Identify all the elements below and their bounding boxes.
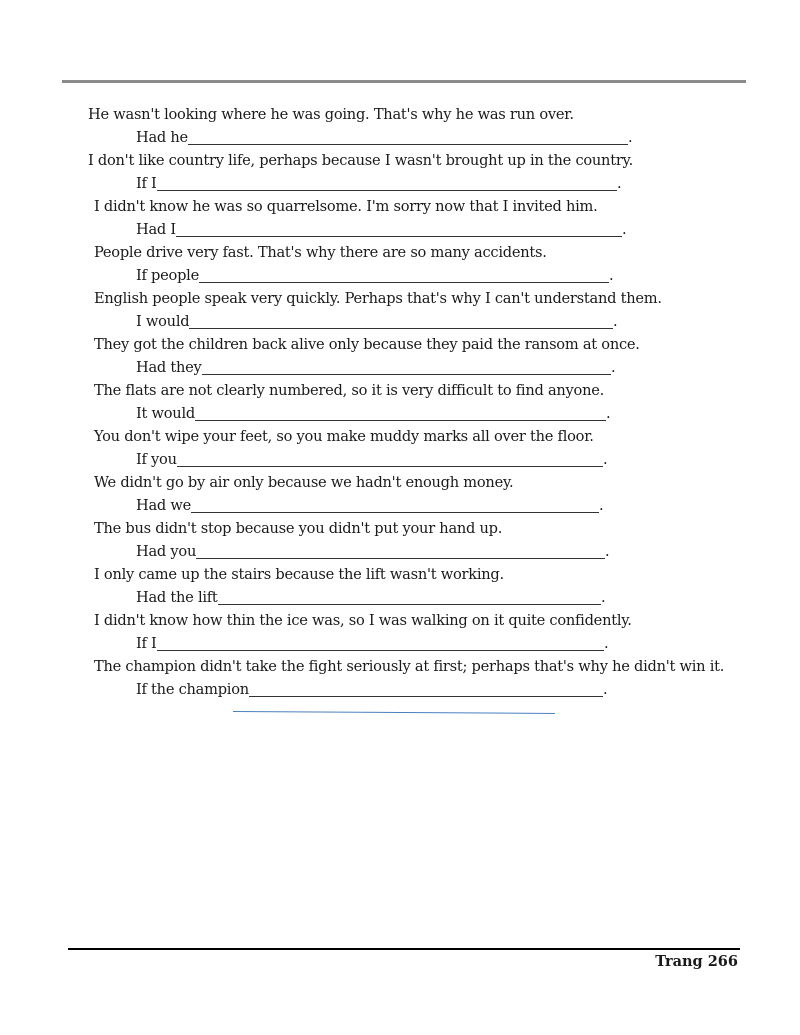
answer-blank[interactable] [157,634,604,651]
exercise-item [0,379,800,425]
answer-line [0,310,800,333]
answer-prompt: If I [136,175,157,192]
answer-blank[interactable] [218,588,601,605]
header-rule [62,80,746,83]
exercise-sentence: The flats are not clearly numbered, so it is very difficult to find anyone. [94,382,605,399]
answer-prompt: Had he [136,129,188,146]
line-end-period: . [599,497,604,514]
exercise-item [0,241,800,287]
answer-blank[interactable] [189,312,613,329]
exercise-sentence: You don't wipe your feet, so you make muddy marks all over the floor. [94,428,594,445]
answer-blank[interactable] [188,128,628,145]
answer-prompt: Had you [136,543,197,560]
answer-blank[interactable] [195,404,606,421]
exercise-item [0,609,800,655]
exercise-sentence: The champion didn't take the fight seriously at first; perhaps that's why he didn't win it. [94,658,725,675]
exercise-item [0,563,800,609]
exercise-item [0,333,800,379]
answer-blank[interactable] [177,450,603,467]
exercise-sentence: People drive very fast. That's why there are so many accidents. [94,244,547,261]
page-number: Trang 266 [655,953,738,970]
exercise-sentence: I didn't know he was so quarrelsome. I'm sorry now that I invited him. [94,198,598,215]
answer-line [0,356,800,379]
line-end-period: . [622,221,627,238]
answer-line [0,172,800,195]
answer-line [0,540,800,563]
exercise-item [0,195,800,241]
line-end-period: . [606,405,611,422]
exercise-item [0,103,800,149]
answer-line [0,126,800,149]
line-end-period: . [628,129,633,146]
line-end-period: . [609,267,614,284]
line-end-period: . [604,635,609,652]
answer-prompt: I would [136,313,190,330]
answer-blank[interactable] [202,358,611,375]
line-end-period: . [603,451,608,468]
exercise-sentence: I didn't know how thin the ice was, so I was walking on it quite confidently. [94,612,632,629]
line-end-period: . [605,543,610,560]
answer-prompt: If people [136,267,199,284]
exercise-item [0,517,800,563]
answer-line [0,632,800,655]
line-end-period: . [603,681,608,698]
answer-line [0,402,800,425]
answer-blank[interactable] [191,496,599,513]
answer-prompt: Had I [136,221,176,238]
exercise-item [0,287,800,333]
exercise-sentence: I don't like country life, perhaps because I wasn't brought up in the country. [88,152,633,169]
line-end-period: . [611,359,616,376]
footer-rule [68,948,740,950]
exercise-item [0,425,800,471]
answer-prompt: It would [136,405,195,422]
answer-prompt: If you [136,451,177,468]
exercise-sentence: I only came up the stairs because the lift wasn't working. [94,566,504,583]
answer-line [0,586,800,609]
line-end-period: . [613,313,618,330]
exercise-sentence: We didn't go by air only because we hadn't enough money. [94,474,514,491]
exercise-sentence: He wasn't looking where he was going. That's why he was run over. [88,106,574,123]
exercise-sentence: The bus didn't stop because you didn't put your hand up. [94,520,503,537]
answer-blank[interactable] [199,266,609,283]
answer-line [0,678,800,701]
answer-blank[interactable] [157,174,617,191]
answer-line [0,448,800,471]
answer-line [0,494,800,517]
exercise-list [0,103,800,701]
answer-line [0,218,800,241]
exercise-sentence: They got the children back alive only because they paid the ransom at once. [94,336,640,353]
answer-blank[interactable] [176,220,622,237]
answer-prompt: If the champion [136,681,249,698]
answer-prompt: Had the lift [136,589,218,606]
exercise-sentence: English people speak very quickly. Perhaps that's why I can't understand them. [94,290,662,307]
line-end-period: . [617,175,622,192]
answer-blank[interactable] [196,542,605,559]
answer-prompt: Had we [136,497,192,514]
exercise-item [0,471,800,517]
answer-prompt: Had they [136,359,202,376]
answer-line [0,264,800,287]
line-end-period: . [601,589,606,606]
exercise-item [0,655,800,701]
section-end-line [233,711,555,714]
exercise-item [0,149,800,195]
answer-blank[interactable] [249,680,603,697]
answer-prompt: If I [136,635,157,652]
